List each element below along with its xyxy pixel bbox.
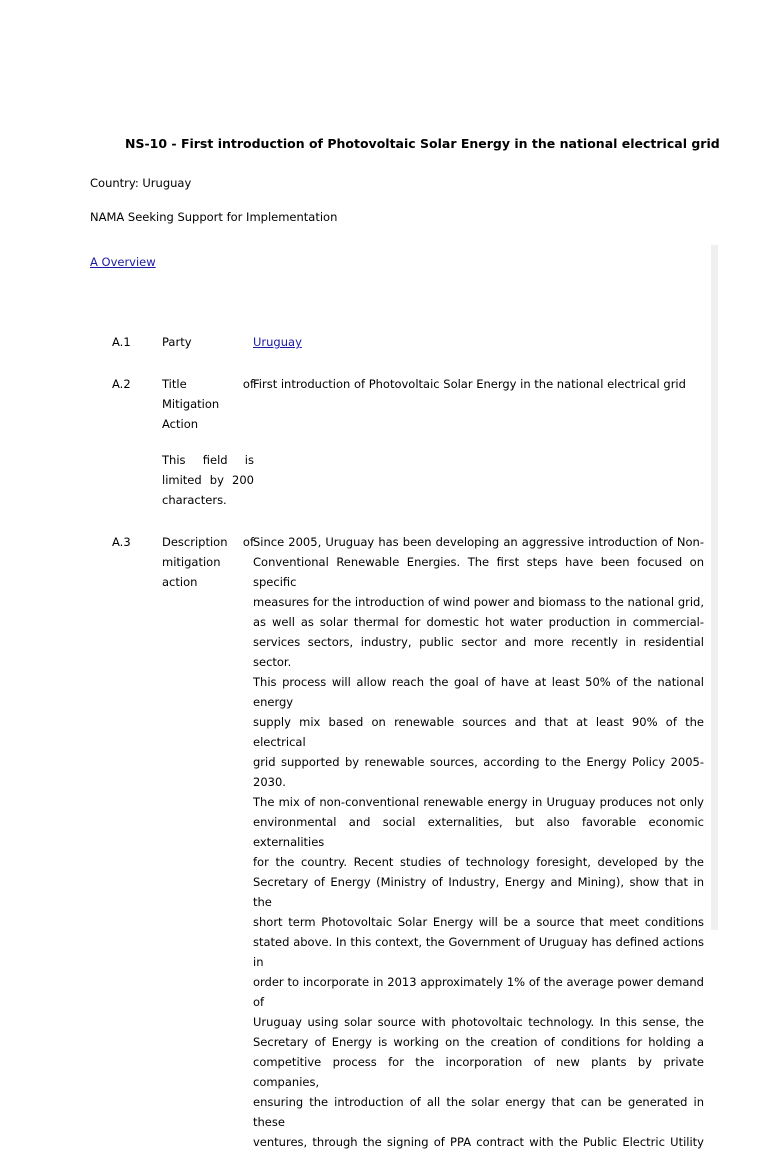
- description-line: services sectors, industry, public sector and more recently in residential sector.: [253, 635, 704, 669]
- description-line: Uruguay using solar source with photovoltaic technology. In this sense, the: [253, 1015, 704, 1029]
- description-line: Conventional Renewable Energies. The first steps have been focused on specific: [253, 555, 704, 589]
- vertical-scrollbar[interactable]: [711, 245, 718, 930]
- row-a2-number: A.2: [112, 377, 131, 391]
- description-line: supply mix based on renewable sources and that at least 90% of the electrical: [253, 715, 704, 749]
- description-line: stated above. In this context, the Government of Uruguay has defined actions in: [253, 935, 704, 969]
- row-a3-label: Description of mitigation action: [162, 535, 254, 589]
- description-line: measures for the introduction of wind power and biomass to the national grid,: [253, 595, 704, 609]
- country-line: Country: Uruguay: [90, 176, 192, 190]
- description-line: as well as solar thermal for domestic hot water production in commercial-: [253, 615, 704, 629]
- description-line: Secretary of Energy is working on the creation of conditions for holding a: [253, 1035, 704, 1049]
- description-line: ensuring the introduction of all the solar energy that can be generated in these: [253, 1095, 704, 1129]
- description-line: order to incorporate in 2013 approximately 1% of the average power demand of: [253, 975, 704, 1009]
- description-line: competitive process for the incorporation of new plants by private companies,: [253, 1055, 704, 1089]
- description-line: Secretary of Energy (Ministry of Industry, Energy and Mining), show that in the: [253, 875, 704, 909]
- party-link[interactable]: Uruguay: [253, 335, 302, 349]
- row-a3-description: [253, 532, 704, 1152]
- description-line: environmental and social externalities, but also favorable economic externalities: [253, 815, 704, 849]
- row-a1-number: A.1: [112, 335, 131, 349]
- description-line: for the country. Recent studies of technology foresight, developed by the: [253, 855, 704, 869]
- description-line: This process will allow reach the goal of have at least 50% of the national energy: [253, 675, 704, 709]
- row-a3-number: A.3: [112, 535, 131, 549]
- nama-status-line: NAMA Seeking Support for Implementation: [90, 210, 338, 224]
- row-a1-label: Party: [162, 335, 192, 349]
- description-line: Since 2005, Uruguay has been developing an aggressive introduction of Non-: [253, 535, 704, 549]
- description-line: short term Photovoltaic Solar Energy will be a source that meet conditions: [253, 915, 704, 929]
- overview-section-link[interactable]: A Overview: [90, 255, 156, 269]
- description-line: grid supported by renewable sources, according to the Energy Policy 2005-2030.: [253, 755, 704, 789]
- row-a2-field-note: This field is limited by 200 characters.: [162, 453, 254, 507]
- document-title: NS-10 - First introduction of Photovoltaic Solar Energy in the national electrical grid: [125, 136, 720, 151]
- description-line: ventures, through the signing of PPA contract with the Public Electric Utility: [253, 1135, 704, 1149]
- description-line: The mix of non-conventional renewable energy in Uruguay produces not only: [253, 795, 704, 809]
- row-a2-value: First introduction of Photovoltaic Solar Energy in the national electrical grid: [253, 377, 686, 391]
- row-a2-label: Title of Mitigation Action: [162, 377, 254, 431]
